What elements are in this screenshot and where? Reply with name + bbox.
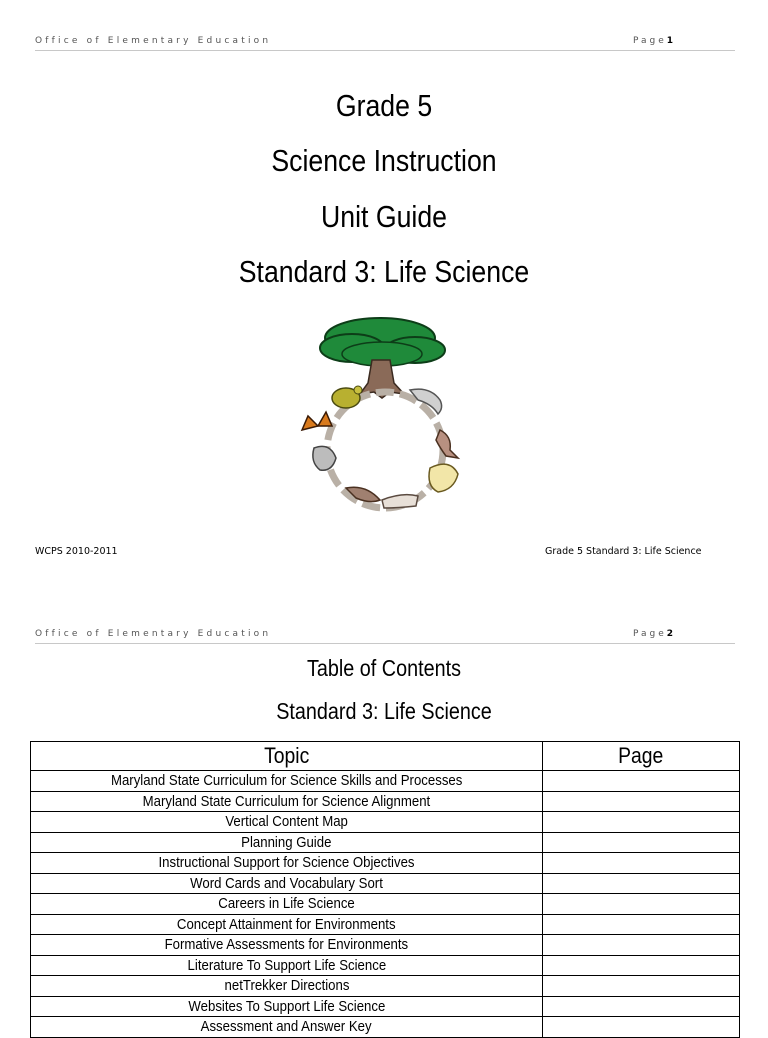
table-row <box>31 771 740 792</box>
topic-text: Planning Guide <box>241 833 332 851</box>
topic-cell <box>31 935 543 956</box>
header-office-title: Office of Elementary Education <box>35 629 272 639</box>
page-cell <box>543 976 740 997</box>
tree-canopy <box>320 318 445 366</box>
topic-text: Careers in Life Science <box>218 895 355 913</box>
topic-cell <box>31 791 543 812</box>
page-cell <box>543 771 740 792</box>
topic-cell <box>31 1017 543 1038</box>
page-cell <box>543 873 740 894</box>
toc-header-row <box>31 742 740 771</box>
page-cell <box>543 791 740 812</box>
page-cell <box>543 955 740 976</box>
topic-text: Word Cards and Vocabulary Sort <box>190 874 383 892</box>
page-cell <box>543 996 740 1017</box>
topic-cell <box>31 832 543 853</box>
header-page-text: Page <box>618 743 664 768</box>
page-cell <box>543 894 740 915</box>
table-row <box>31 853 740 874</box>
turtle-icon <box>332 386 362 408</box>
table-row <box>31 894 740 915</box>
header-rule <box>35 50 735 51</box>
butterfly-icon <box>302 412 332 430</box>
page-number: 2 <box>666 629 673 639</box>
topic-text: Concept Attainment for Environments <box>177 915 396 933</box>
title-line-4: Standard 3: Life Science <box>238 254 530 289</box>
page-prefix: Page <box>632 629 667 639</box>
topic-cell <box>31 914 543 935</box>
footer-right: Grade 5 Standard 3: Life Science <box>545 546 702 557</box>
page1-header <box>35 36 735 48</box>
page-cell <box>543 1017 740 1038</box>
table-row <box>31 996 740 1017</box>
topic-cell <box>31 955 543 976</box>
topic-text: Literature To Support Life Science <box>187 956 386 974</box>
toc-title: Table of Contents <box>307 655 461 681</box>
topic-text: Maryland State Curriculum for Science Skills and Processes <box>110 772 463 790</box>
table-row <box>31 832 740 853</box>
page-prefix: Page <box>632 36 667 46</box>
title-line-1: Grade 5 <box>335 88 433 123</box>
topic-text: Websites To Support Life Science <box>188 997 385 1015</box>
table-row <box>31 935 740 956</box>
page-cell <box>543 812 740 833</box>
table-row <box>31 976 740 997</box>
topic-text: Vertical Content Map <box>225 813 348 831</box>
table-row <box>31 791 740 812</box>
toc-subtitle: Standard 3: Life Science <box>276 698 492 724</box>
header-rule <box>35 643 735 644</box>
footer-left: WCPS 2010-2011 <box>35 546 118 557</box>
topic-text: Maryland State Curriculum for Science Alignment <box>142 792 431 810</box>
toc-header-topic <box>31 742 543 771</box>
topic-cell <box>31 894 543 915</box>
table-row <box>31 955 740 976</box>
page-cell <box>543 935 740 956</box>
topic-cell <box>31 873 543 894</box>
table-row <box>31 914 740 935</box>
deer-icon <box>382 495 418 508</box>
topic-cell <box>31 996 543 1017</box>
topic-cell <box>31 853 543 874</box>
topic-cell <box>31 771 543 792</box>
toc-header-page <box>543 742 740 771</box>
topic-text: Formative Assessments for Environments <box>164 936 409 954</box>
animal-ring <box>327 392 443 508</box>
toc-table <box>30 741 740 1038</box>
page-cell <box>543 914 740 935</box>
page-cell <box>543 832 740 853</box>
header-page-label <box>633 629 673 639</box>
horse-icon <box>436 430 458 458</box>
table-row <box>31 1017 740 1038</box>
title-line-3: Unit Guide <box>321 199 447 234</box>
tree-of-life-illustration <box>290 308 480 528</box>
topic-text: Assessment and Answer Key <box>201 1018 372 1036</box>
lion-icon <box>429 464 458 492</box>
topic-cell <box>31 976 543 997</box>
monkey-icon <box>313 446 336 470</box>
header-topic-text: Topic <box>263 743 310 768</box>
page-number: 1 <box>666 36 673 46</box>
page2-header <box>35 629 735 641</box>
header-office-title: Office of Elementary Education <box>35 36 272 46</box>
title-line-2: Science Instruction <box>271 143 497 178</box>
header-page-label <box>633 36 673 46</box>
topic-text: Instructional Support for Science Objectives <box>158 854 415 872</box>
table-row <box>31 812 740 833</box>
topic-cell <box>31 812 543 833</box>
table-row <box>31 873 740 894</box>
topic-text: netTrekker Directions <box>224 977 349 995</box>
page-cell <box>543 853 740 874</box>
